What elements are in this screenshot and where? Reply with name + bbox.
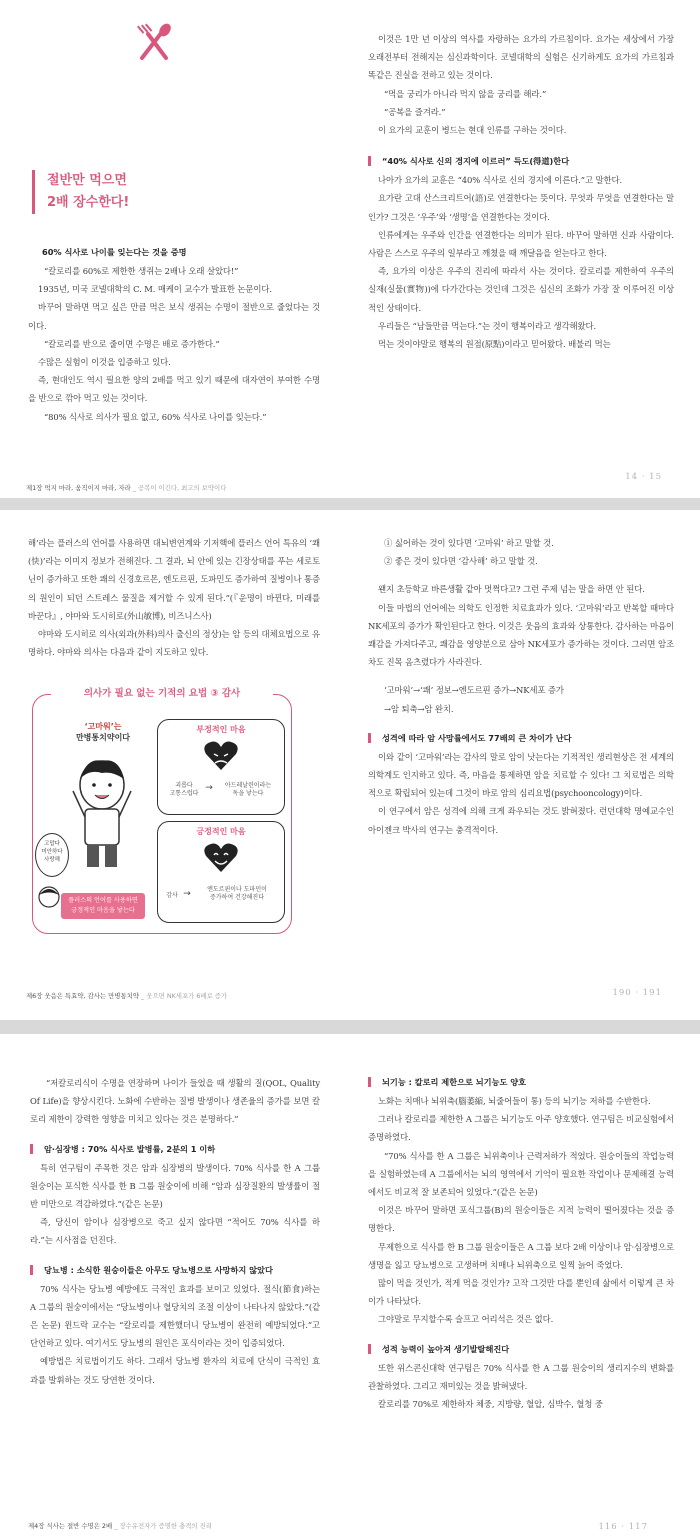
paragraph: 그야말로 무지할수록 슬프고 어리석은 것은 없다. — [378, 1314, 554, 1325]
negative-cause-line: 괴롭다 — [175, 782, 193, 789]
section-heading-text: 당뇨병 : 소식한 원숭이들은 아무도 당뇨병으로 사망하지 않았다 — [44, 1264, 273, 1275]
paragraph: 야마와 도시히로 의사(외과(外科)의사 출신의 정상)는 암 등의 대체요법으로 유명하다. 야마와 의사는 다음과 같이 지도하고 있다. — [28, 629, 320, 658]
negative-effect-line: 아드레날린이라는 — [224, 782, 272, 789]
paragraph: 또한 위스콘신대학 연구팀은 70% 식사를 한 A 그룹 원숭이의 생리지수의 변화를 관찰하였다. 그리고 재미있는 것을 밝혀냈다. — [368, 1362, 674, 1391]
heading-bar — [368, 733, 371, 743]
chapter-title — [32, 170, 129, 214]
heading-bar — [30, 1144, 33, 1154]
section-heading — [28, 244, 320, 260]
paragraph: 왠지 초등학교 바른생활 같아 멋쩍다고? 그런 주제 넘는 말을 하면 안 된다. — [378, 584, 645, 595]
gomawo-line-1: ‘고마워’는 — [84, 722, 122, 731]
positive-mind-panel — [157, 821, 285, 923]
heart-icon — [203, 842, 239, 874]
bubble-line: 사랑해 — [44, 857, 60, 863]
negative-mind-label: 부정적인 마음 — [196, 725, 246, 734]
bubble-line: 고맙다 — [44, 841, 60, 847]
paragraph: 이들 마법의 언어에는 의학도 인정한 치료효과가 있다. ‘고마워’라고 반복할 때마다 NK세포의 증가가 확인된다고 한다. 이것은 웃음의 효과와 상통한다. 감사하는 마음이 쾌감을 가져다주고, 쾌감을 영양분으로 삼아 NK세포가 증가하는 것이다. 그러면 암조차도 진목 옴츠렸다가 사라진다. — [368, 602, 674, 668]
footer-subtitle: _ 공복이 이긴다, 최고의 보약이다 — [132, 484, 227, 492]
boy-figure — [57, 751, 147, 871]
footer-chapter: 제4장 식사는 절반 수명은 2배 — [28, 1522, 113, 1530]
paragraph: 즉, 요가의 이상은 우주의 진리에 따라서 사는 것이다. 칼로리를 제한하여 우주의 실재(실물(實物))에 다가간다는 것인데 그것은 심신의 조화가 가장 잘 이루어진 이상적인 상태이다. — [368, 266, 674, 313]
paragraph: 많이 먹을 것인가, 적게 먹을 것인가? 고작 그것만 다를 뿐인데 삶에서 이렇게 큰 차이가 나타났다. — [368, 1278, 674, 1307]
section-heading-text: 성격에 따라 암 사망률에서도 77배의 큰 차이가 난다 — [382, 732, 572, 743]
plus-words-note — [61, 893, 145, 919]
illustration-box — [32, 688, 292, 934]
footer-subtitle: _ 장수유전자가 증명한 충격의 진리 — [114, 1522, 212, 1530]
paragraph: 이것은 바꾸어 말하면 포식그룹(B)의 원숭이들은 지적 능력이 떨어졌다는 것을 증명한다. — [368, 1205, 674, 1234]
section-heading — [368, 1074, 674, 1090]
heading-bar — [368, 1344, 371, 1354]
paragraph: 나아가 요가의 교훈은 “40% 식사로 신의 경지에 이른다.”고 말한다. — [378, 175, 623, 186]
paragraph: “70% 식사를 한 A 그룹은 뇌위축이나 근력저하가 적었다. 원숭이들의 작업능력을 실험하였는데 A 그룹에서는 뇌의 영역에서 기억이 필요한 작업이나 문제해결 능력에서도 비교적 잘 보존되어 있었다.”(같은 논문) — [368, 1150, 674, 1198]
small-child-figure — [37, 885, 61, 915]
paragraph: 즉, 현대인도 역시 필요한 양의 2배를 먹고 있기 때문에 대자연이 부여한 수명을 반으로 깎아 먹고 있는 것이다. — [28, 375, 320, 404]
section-heading-text: 암·심장병 : 70% 식사로 발병률, 2분의 1 이하 — [44, 1143, 216, 1154]
left-page — [10, 1034, 348, 1536]
plus-note-line: 긍정적인 마음을 낳는다 — [71, 907, 135, 914]
positive-cause: 감사 — [166, 892, 178, 899]
bubble-line: 미안하다 — [41, 849, 63, 855]
right-page — [352, 0, 690, 498]
section-heading — [368, 1341, 674, 1357]
arrow-icon: → — [205, 783, 213, 793]
paragraph: 인류에게는 우주와 인간을 연결한다는 의미가 된다. 바꾸어 말하면 신과 사람이다. 사람은 스스로 우주의 일부라고 깨쳤을 때 깨달음을 얻는다고 한다. — [368, 229, 674, 259]
paragraph: 1935년, 미국 코넬대학의 C. M. 매케이 교수가 발표한 논문이다. — [38, 284, 272, 295]
fork-spoon-icon — [132, 22, 176, 66]
footer-chapter: 제6장 웃음은 특효약, 감사는 만병통치약 — [26, 992, 139, 1000]
negative-cause-line: 고통스럽다 — [169, 790, 199, 797]
paragraph: 특히 연구팀이 주목한 것은 암과 심장병의 발생이다. 70% 식사를 한 A 그룹 원숭이는 포식한 식사를 한 B 그룹 원숭이에 비해 “암과 심장질환의 발생률이 절반 미만으로 격감하였다.”(같은 논문) — [30, 1162, 320, 1210]
negative-cause — [164, 782, 204, 798]
gomawo-caption — [53, 721, 153, 743]
gomawo-line-2: 만병통치약이다 — [75, 733, 131, 742]
page-footer — [26, 483, 226, 492]
left-page — [10, 0, 348, 498]
paragraph: 무제한으로 식사를 한 B 그룹 원숭이들은 A 그룹 보다 2배 이상이나 암·심장병으로 생명을 잃고 당뇨병으로 고생하며 치매나 뇌위축으로 일찍 늙어 죽었다. — [368, 1241, 674, 1270]
paragraph: 그러나 칼로리를 제한한 A 그룹은 뇌기능도 아주 양호했다. 연구팀은 비교실험에서 증명하였다. — [368, 1114, 674, 1143]
paragraph: 수많은 실험이 이것을 입증하고 있다. — [38, 357, 171, 368]
box-title: 의사가 필요 없는 기적의 요법 ③ 감사 — [51, 684, 273, 704]
heading-bar — [368, 156, 371, 166]
paragraph: 요가란 고대 산스크리트어(語)로 연결한다는 뜻이다. 무엇과 무엇을 연결한다는 말인가? 그것은 ‘우주’와 ‘생명’을 연결한다는 것이다. — [368, 193, 674, 222]
paragraph: “공복을 즐겨라.” — [384, 106, 446, 117]
arrow-icon: → — [183, 889, 191, 899]
paragraph: “80% 식사로 의사가 필요 없고, 60% 식사로 나이를 잊는다.” — [44, 411, 267, 422]
book-spread-1 — [0, 0, 700, 498]
paragraph: 칼로리를 70%로 제한하자 체중, 지방량, 혈압, 심박수, 혈청 중 — [378, 1399, 603, 1410]
flow-line: ‘고마워’→‘쾌’ 정보→엔도르핀 증가→NK세포 증가 — [384, 685, 564, 696]
plus-note-line: 플러스의 언어를 사용하면 — [68, 897, 138, 904]
chapter-title-line-1: 절반만 먹으면 — [47, 173, 127, 188]
negative-effect-line: 독을 낳는다 — [232, 790, 264, 797]
heading-bar — [368, 1077, 371, 1087]
positive-effect-line: 증가하여 건강해진다 — [209, 894, 265, 901]
paragraph: 먹는 것이야말로 행복의 원점(原點)이라고 믿어왔다. 배불리 먹는 — [378, 339, 611, 350]
paragraph: 바꾸어 말하면 먹고 싶은 만큼 먹은 보식 생쥐는 수명이 절반으로 줄었다는 것이다. — [28, 302, 320, 331]
section-heading — [368, 730, 674, 746]
heading-bar — [30, 1265, 33, 1275]
paragraph: 70% 식사는 당뇨병 예방에도 극적인 효과를 보이고 있었다. 절식(節食)하는 A 그룹의 원숭이에서는 “당뇨병이나 혈당치의 조절 이상이 나타나지 않았다.”(같은 논문) 윈드락 교수는 “칼로리를 제한했더니 당뇨병이 완전히 예방되었다.”고 단언하고 있다. 여기서도 당뇨병의 원인은 포식이라는 것이 입증되었다. — [30, 1283, 320, 1349]
section-heading-text: 뇌기능 : 칼로리 제한으로 뇌기능도 양호 — [382, 1077, 527, 1087]
paragraph: 이와 같이 ‘고마워’라는 감사의 말로 암이 낫는다는 기적적인 생리현상은 전 세계의 의학계도 인지하고 있다. 즉, 마음을 통제하면 암을 치료할 수 있다! 그 치료법은 의학적으로 확립되어 있는데 그것이 바로 암의 심리요법(psychooncology)이다. — [368, 751, 674, 799]
page-footer — [28, 1521, 212, 1530]
flow-line: →암 퇴축→암 완치. — [384, 703, 454, 714]
section-heading — [30, 1262, 320, 1278]
section-heading — [368, 153, 674, 169]
paragraph: “먹을 궁리가 아니라 먹지 않을 궁리를 해라.” — [384, 88, 547, 99]
paragraph: 우리들은 “남들만큼 먹는다.”는 것이 행복이라고 생각해왔다. — [378, 320, 597, 331]
section-heading-text: “40% 식사로 신의 경지에 이르러” 득도(得道)한다 — [382, 156, 570, 167]
paragraph: 해’라는 플러스의 언어를 사용하면 대뇌변연계와 기저핵에 플러스 언어 특유의 ‘쾌(快)’라는 이미지 정보가 전해진다. 그 결과, 뇌 안에 있는 긴장상태를 푸는 세로토닌이 증가하고 또한 쾌의 신경호르몬, 엔도르핀, 도파민도 증가하여 질병이나 통증의 원인이 되던 스트레스 물질을 제거할 수 있게 된다.”(『운명이 바뀐다, 미래를 바꾼다』, 야마와 도시히로(外山敏博), 비즈니스사) — [28, 538, 320, 621]
positive-effect — [194, 886, 280, 902]
negative-effect — [216, 782, 280, 798]
book-spread-2 — [0, 510, 700, 1020]
footer-subtitle: _ 웃으면 NK세포가 6배로 증가 — [141, 992, 228, 1000]
heart-icon — [203, 740, 239, 772]
page-numbers: 116 · 117 — [598, 1522, 648, 1532]
speech-bubble — [35, 833, 69, 877]
paragraph: “칼로리를 반으로 줄이면 수명은 배로 증가한다.” — [44, 338, 220, 349]
paragraph: 노화는 치매나 뇌위축(腦萎縮, 뇌줄어들이 통) 등의 뇌기능 저하를 수반한다. — [378, 1096, 651, 1106]
list-item: ① 싫어하는 것이 있다면 ‘고마워’ 하고 말할 것. — [384, 538, 554, 548]
paragraph: 이것은 1만 년 이상의 역사를 자랑하는 요가의 가르침이다. 요가는 세상에서 가장 오래전부터 전해지는 심신과학이다. 코넬대학의 실험은 신기하게도 요가의 가르침과 똑같은 진실을 전하고 있는 것이다. — [368, 34, 674, 81]
footer-chapter: 제1장 먹지 마라, 움직이지 마라, 자라 — [26, 484, 131, 492]
paragraph: “저칼로리식이 수명을 연장하며 나이가 들었을 때 생활의 질(QOL, Quality Of Life)을 향상시킨다. 노화에 수반하는 질병 발생이나 생존율의 증가를 보면 칼로리 제한이 강력한 영향을 미치고 있다는 것은 분명하다.” — [30, 1078, 320, 1125]
positive-mind-label: 긍정적인 마음 — [196, 827, 246, 836]
paragraph: 이 연구에서 암은 성격에 의해 크게 좌우되는 것도 밝혀졌다. 런던대학 명예교수인 아이젠크 박사의 연구는 충격적이다. — [368, 806, 674, 835]
paragraph: 즉, 당신이 암이나 심장병으로 죽고 싶지 않다면 “적어도 70% 식사를 하라.”는 시사점을 던진다. — [30, 1217, 320, 1246]
section-heading — [30, 1141, 320, 1157]
page-numbers: 190 · 191 — [612, 988, 662, 998]
list-item: ② 좋은 것이 있다면 ‘감사해’ 하고 말할 것. — [384, 556, 538, 567]
section-heading-text: 60% 식사로 나이를 잊는다는 것을 증명 — [42, 247, 187, 257]
negative-mind-panel — [157, 719, 285, 815]
page-footer — [26, 991, 227, 1000]
chapter-title-line-2: 2배 장수한다! — [47, 195, 130, 210]
section-heading-text: 성적 능력이 높아져 생기발랄해진다 — [382, 1343, 510, 1354]
paragraph: “칼로리를 60%로 제한한 생쥐는 2배나 오래 살았다!” — [44, 266, 239, 276]
right-page — [352, 1034, 690, 1536]
paragraph: 예방법은 치료법이기도 하다. 그래서 당뇨병 환자의 치료에 단식이 극적인 효과를 발휘하는 것도 당연한 것이다. — [30, 1356, 320, 1385]
positive-effect-line: 엔도르핀이나 도파민이 — [207, 886, 267, 893]
book-spread-3 — [0, 1034, 700, 1536]
paragraph: 이 요가의 교훈이 병드는 현대 인류를 구하는 것이다. — [378, 125, 567, 136]
page-numbers: 14 · 15 — [625, 472, 662, 482]
right-page — [352, 510, 690, 1020]
left-page — [10, 510, 348, 1020]
